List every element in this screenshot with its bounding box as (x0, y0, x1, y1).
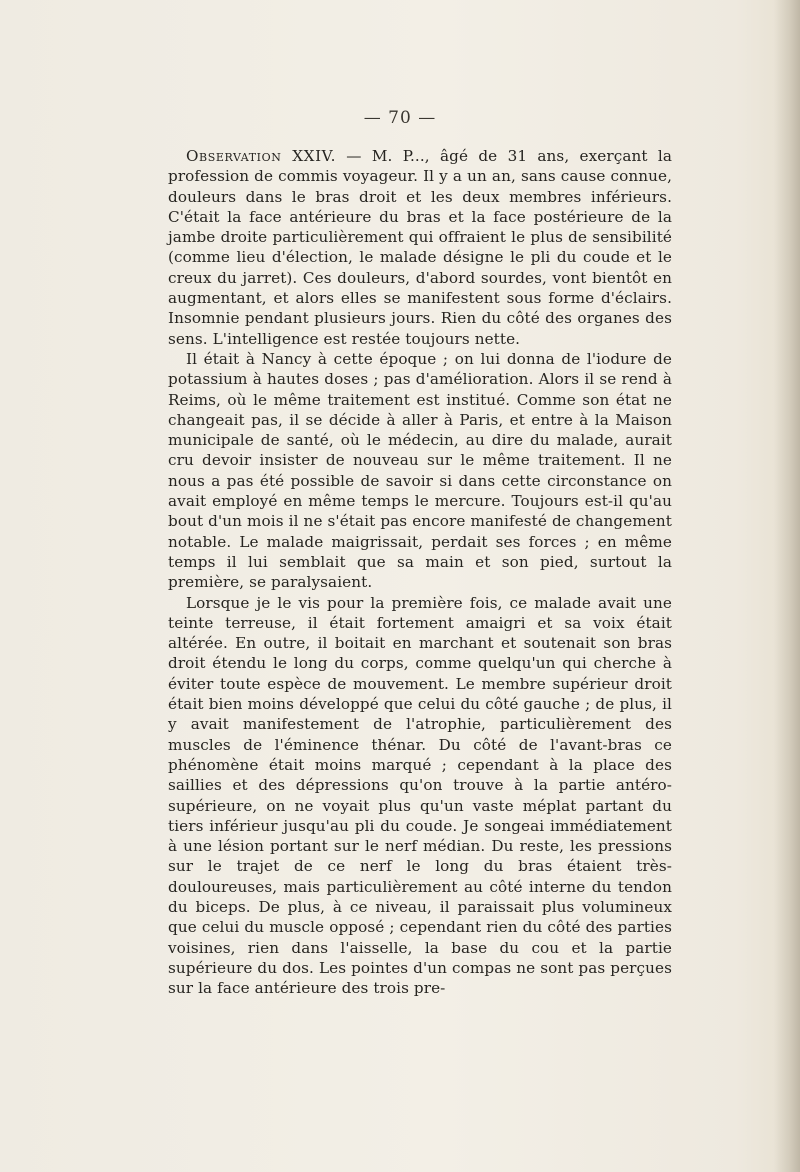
paragraph-1 (168, 146, 672, 349)
page-edge-shadow (774, 0, 800, 1172)
paragraph-1-body: — M. P..., âgé de 31 ans, exerçant la profession de commis voyageur. Il y a un an, sans cause connue, douleurs dans le bras droit et les deux membres inférieurs. C'était la face antérieure du bras et la face postérieure de la jambe droite particulièrement qui offraient le plus de sensibilité (comme lieu d'élection, le malade désigne le pli du coude et le creux du jarret). Ces douleurs, d'abord sourdes, vont bientôt en augmentant, et alors elles se manifestent sous forme d'éclairs. Insomnie pendant plusieurs jours. Rien du côté des organes des sens. L'intelligence est restée toujours nette. (168, 147, 672, 348)
paragraph-3: Lorsque je le vis pour la première fois, ce malade avait une teinte terreuse, il était fortement amaigri et sa voix était altérée. En outre, il boitait en marchant et soutenait son bras droit étendu le long du corps, comme quelqu'un qui cherche à éviter toute espèce de mouvement. Le membre supérieur droit était bien moins développé que celui du côté gauche ; de plus, il y avait manifestement de l'atrophie, particulièrement des muscles de l'éminence thénar. Du côté de l'avant-bras ce phénomène était moins marqué ; cependant à la place des saillies et des dépressions qu'on trouve à la partie antéro-supérieure, on ne voyait plus qu'un vaste méplat partant du tiers inférieur jusqu'au pli du coude. Je songeai immédiatement à une lésion portant sur le nerf médian. Du reste, les pressions sur le trajet de ce nerf le long du bras étaient très-douloureuses, mais particulièrement au côté interne du tendon du biceps. De plus, à ce niveau, il paraissait plus volumineux que celui du muscle opposé ; cependant rien du côté des parties voisines, rien dans l'aisselle, la base du cou et la partie supérieure du dos. Les pointes d'un compas ne sont pas perçues sur la face antérieure des trois pre- (168, 593, 672, 998)
paragraph-2: Il était à Nancy à cette époque ; on lui donna de l'iodure de potassium à hautes doses ; pas d'amélioration. Alors il se rend à Reims, où le même traitement est institué. Comme son état ne changeait pas, il se décide à aller à Paris, et entre à la Maison municipale de santé, où le médecin, au dire du malade, aurait cru devoir insister de nouveau sur le même traitement. Il ne nous a pas été possible de savoir si dans cette circonstance on avait employé en même temps le mercure. Toujours est-il qu'au bout d'un mois il ne s'était pas encore manifesté de changement notable. Le malade maigrissait, perdait ses forces ; en même temps il lui semblait que sa main et son pied, surtout la première, se paralysaient. (168, 349, 672, 592)
observation-heading: Observation XXIV. (186, 147, 337, 165)
page-number: — 70 — (363, 108, 437, 128)
observation-text (168, 146, 672, 998)
